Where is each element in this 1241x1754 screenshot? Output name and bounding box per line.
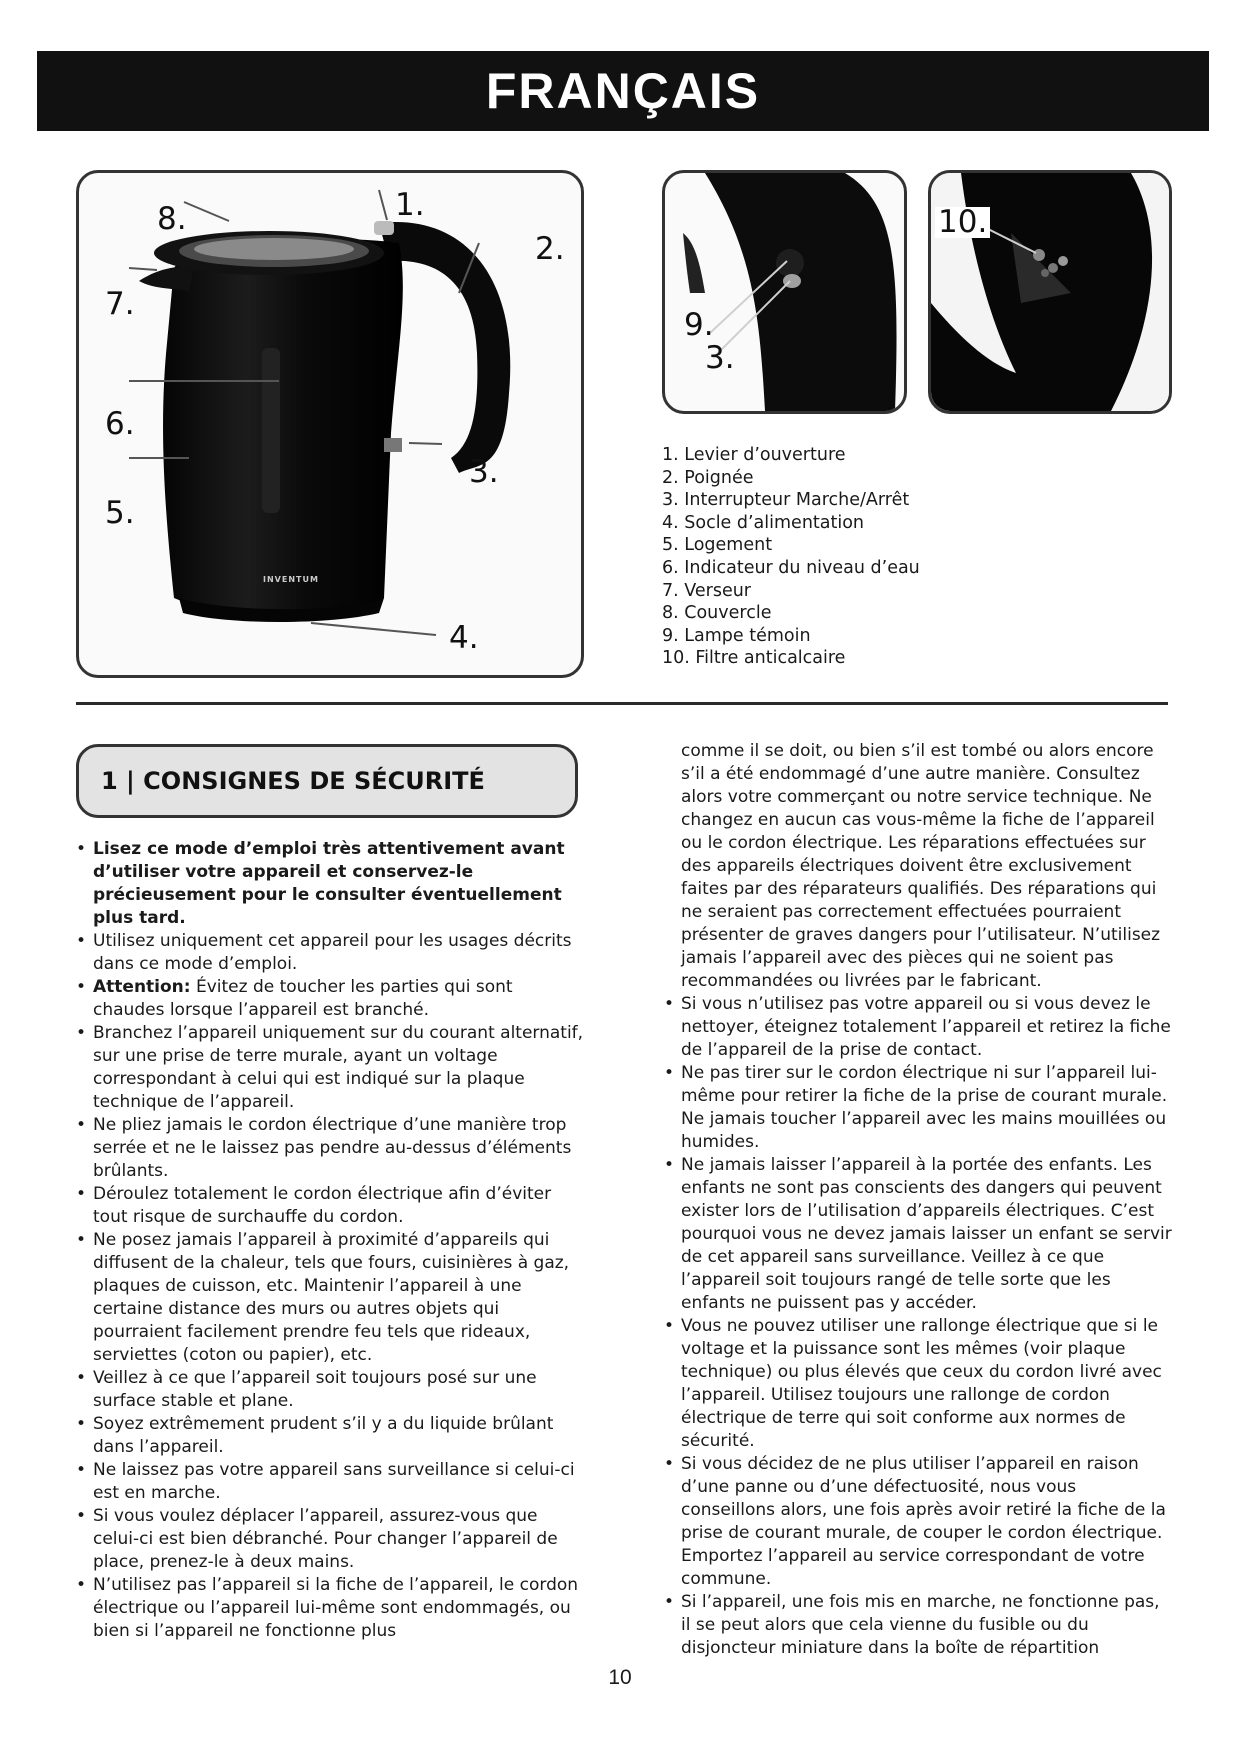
- safety-item: • Si vous décidez de ne plus utiliser l’appareil en raison d’une panne ou d’une défectuosité, nous vous conseillons alors, une fois après avoir retiré la fiche de la prise de courant murale, de couper le cordon électrique. Emportez l’appareil au service correspondant de votre commune.: [662, 1453, 1174, 1591]
- part-item: 7. Verseur: [662, 580, 752, 601]
- brand-label: INVENTUM: [263, 575, 319, 584]
- section-header: [76, 744, 578, 818]
- safety-item: • Si l’appareil, une fois mis en marche, ne fonctionne pas, il se peut alors que cela vienne du fusible ou du disjoncteur miniature dans la boîte de répartition: [662, 1591, 1174, 1660]
- part-item: 9. Lampe témoin: [662, 625, 811, 646]
- safety-item: • Ne laissez pas votre appareil sans surveillance si celui-ci est en marche.: [74, 1459, 584, 1505]
- part-item: 4. Socle d’alimentation: [662, 512, 865, 533]
- part-item: 1. Levier d’ouverture: [662, 445, 846, 465]
- parts-list: [662, 444, 1082, 670]
- safety-item: • Si vous n’utilisez pas votre appareil ou si vous devez le nettoyer, éteignez totalement l’appareil et retirez la fiche de l’appareil de la prise de contact.: [662, 993, 1174, 1062]
- callout-8: 8.: [157, 201, 187, 237]
- kettle-illustration: [79, 173, 581, 675]
- callout-7: 7.: [105, 286, 135, 322]
- safety-continuation: comme il se doit, ou bien s’il est tombé ou alors encore s’il a été endommagé d’une autre manière. Consultez alors votre commerçant ou notre service technique. Ne changez en aucun cas vous-même la fiche de l’appareil ou le cordon électrique. Les réparations effectuées sur des appareils électriques doivent être exclusivement faites par des réparateurs qualifiés. Des réparations qui ne seraient pas correctement effectuées pourraient présenter de graves dangers pour l’utilisateur. N’utilisez jamais l’appareil avec des pièces qui ne soient pas recommandées ou livrées par le fabricant.: [681, 741, 1161, 991]
- safety-item: • Soyez extrêmement prudent s’il y a du liquide brûlant dans l’appareil.: [74, 1413, 584, 1459]
- callout-4: 4.: [449, 620, 479, 656]
- back-view-illustration: [665, 173, 904, 411]
- back-view-figure: [662, 170, 907, 414]
- filter-figure: [928, 170, 1172, 414]
- callout-2: 2.: [535, 231, 565, 267]
- safety-column-right: [662, 740, 1174, 1660]
- language-title: FRANÇAIS: [485, 63, 761, 119]
- safety-item: • Veillez à ce que l’appareil soit toujours posé sur une surface stable et plane.: [74, 1367, 584, 1413]
- safety-item: • Attention: Évitez de toucher les parties qui sont chaudes lorsque l’appareil est branché.: [74, 976, 584, 1022]
- safety-item: • Ne jamais laisser l’appareil à la portée des enfants. Les enfants ne sont pas conscients des dangers qui peuvent exister lors de l’utilisation d’appareils électriques. C’est pourquoi vous ne devez jamais laisser un enfant se servir de cet appareil sans surveillance. Veillez à ce que l’appareil soit toujours rangé de telle sorte que les enfants ne puissent pas y accéder.: [662, 1154, 1174, 1315]
- part-item: 2. Poignée: [662, 467, 754, 488]
- safety-item: • Si vous voulez déplacer l’appareil, assurez-vous que celui-ci est bien débranché. Pour changer l’appareil de place, prenez-le à deux mains.: [74, 1505, 584, 1574]
- section-title: 1 | CONSIGNES DE SÉCURITÉ: [101, 767, 485, 795]
- safety-item: • Branchez l’appareil uniquement sur du courant alternatif, sur une prise de terre murale, ayant un voltage correspondant à celui qui est indiqué sur la plaque technique de l’appareil.: [74, 1022, 584, 1114]
- language-header: [37, 51, 1209, 131]
- callout-9: 9.: [684, 307, 714, 343]
- page-number: 10: [608, 1666, 632, 1689]
- callout-3-back: 3.: [705, 340, 735, 376]
- callout-5: 5.: [105, 495, 135, 531]
- safety-item: • Utilisez uniquement cet appareil pour les usages décrits dans ce mode d’emploi.: [74, 930, 584, 976]
- callout-1: 1.: [395, 187, 425, 223]
- safety-item: • Ne posez jamais l’appareil à proximité d’appareils qui diffusent de la chaleur, tels que fours, cuisinières à gaz, plaques de cuisson, etc. Maintenir l’appareil à une certaine distance des murs ou autres objets qui pourraient facilement prendre feu tels que rideaux, serviettes (coton ou papier), etc.: [74, 1229, 584, 1367]
- section-divider: [76, 702, 1168, 705]
- part-item: 8. Couvercle: [662, 603, 772, 624]
- safety-item: • Lisez ce mode d’emploi très attentivement avant d’utiliser votre appareil et conservez-le précieusement pour le consulter éventuellement plus tard.: [74, 838, 584, 930]
- safety-item: • Vous ne pouvez utiliser une rallonge électrique que si le voltage et la puissance sont les mêmes (voir plaque technique) ou plus élevés que ceux du cordon livré avec l’appareil. Utilisez toujours une rallonge de cordon électrique de terre qui soit conforme aux normes de sécurité.: [662, 1315, 1174, 1453]
- safety-item: • N’utilisez pas l’appareil si la fiche de l’appareil, le cordon électrique ou l’appareil lui-même sont endommagés, ou bien si l’appareil ne fonctionne plus: [74, 1574, 584, 1643]
- safety-item: • Ne pas tirer sur le cordon électrique ni sur l’appareil lui-même pour retirer la fiche de la prise de courant murale. Ne jamais toucher l’appareil avec les mains mouillées ou humides.: [662, 1062, 1174, 1154]
- kettle-figure: [76, 170, 584, 678]
- part-item: 3. Interrupteur Marche/Arrêt: [662, 490, 910, 511]
- callout-10: 10.: [935, 207, 990, 238]
- callout-6: 6.: [105, 406, 135, 442]
- safety-item: • Ne pliez jamais le cordon électrique d’une manière trop serrée et ne le laissez pas pendre au-dessus d’éléments brûlants.: [74, 1114, 584, 1183]
- part-item: 5. Logement: [662, 535, 773, 556]
- part-item: 6. Indicateur du niveau d’eau: [662, 557, 920, 578]
- callout-3: 3.: [469, 454, 499, 490]
- safety-item: • Déroulez totalement le cordon électrique afin d’éviter tout risque de surchauffe du cordon.: [74, 1183, 584, 1229]
- safety-column-left: [74, 838, 584, 1643]
- part-item: 10. Filtre anticalcaire: [662, 648, 846, 669]
